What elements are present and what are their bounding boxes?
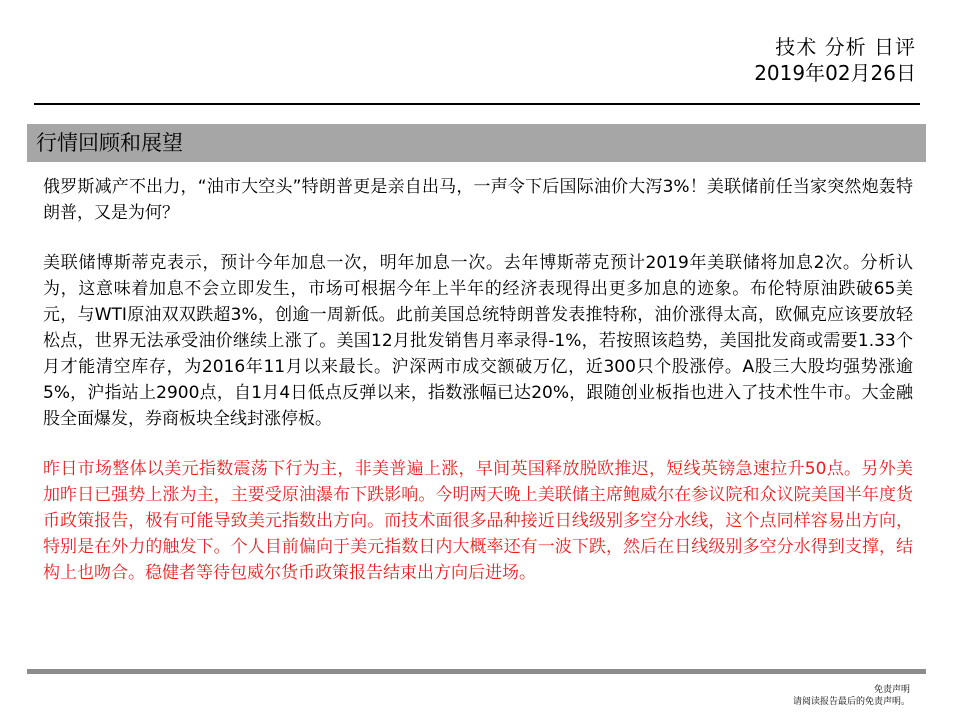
paragraph-market-news: 美联储博斯蒂克表示，预计今年加息一次，明年加息一次。去年博斯蒂克预计2019年美联储将加息2次。分析认为，这意味着加息不会立即发生，市场可根据今年上半年的经济表现得出更多加息的迹象。布伦特原油跌破65美元，与WTI原油双双跌超3%，创逾一周新低。此前美国总统特朗普发表推特称，油价涨得太高，欧佩克应该要放轻松点，世界无法承受油价继续上涨了。美国12月批发销售月率录得-1%，若按照该趋势，美国批发商或需要1.33个月才能清空库存，为2016年11月以来最长。沪深两市成交额破万亿，近300只个股涨停。A股三大股均强势涨逾5%，沪指站上2900点，自1月4日低点反弹以来，指数涨幅已达20%，跟随创业板指也进入了技术性牛市。大金融股全面爆发，券商板块全线封涨停板。 <box>43 253 913 429</box>
footer-divider <box>27 669 926 674</box>
paragraph-intro: 俄罗斯减产不出力，“油市大空头”特朗普更是亲自出马，一声令下后国际油价大泻3%！美联储前任当家突然炮轰特朗普，又是为何？ <box>43 177 913 223</box>
section-header-bar <box>27 124 926 162</box>
report-date: 2019年02月26日 <box>754 61 916 85</box>
header-divider <box>34 103 920 105</box>
section-title: 行情回顾和展望 <box>36 131 183 155</box>
report-body <box>43 174 913 610</box>
paragraph-technical-outlook: 昨日市场整体以美元指数震荡下行为主，非美普遍上涨，早间英国释放脱欧推迟，短线英镑急速拉升50点。另外美加昨日已强势上涨为主，主要受原油瀑布下跌影响。今明两天晚上美联储主席鲍威尔在参议院和众议院美国半年度货币政策报告，极有可能导致美元指数出方向。而技术面很多品种接近日线级别多空分水线，这个点同样容易出方向，特别是在外力的触发下。个人目前偏向于美元指数日内大概率还有一波下跌，然后在日线级别多空分水得到支撑，结构上也吻合。稳健者等待包威尔货币政策报告结束出方向后进场。 <box>43 459 913 583</box>
disclaimer-heading: 免责声明 <box>873 685 910 695</box>
report-header <box>754 34 916 86</box>
disclaimer-note: 请阅读报告最后的免责声明。 <box>792 697 910 707</box>
report-type-title: 技术 分析 日评 <box>775 35 916 59</box>
disclaimer-footer <box>793 684 910 708</box>
